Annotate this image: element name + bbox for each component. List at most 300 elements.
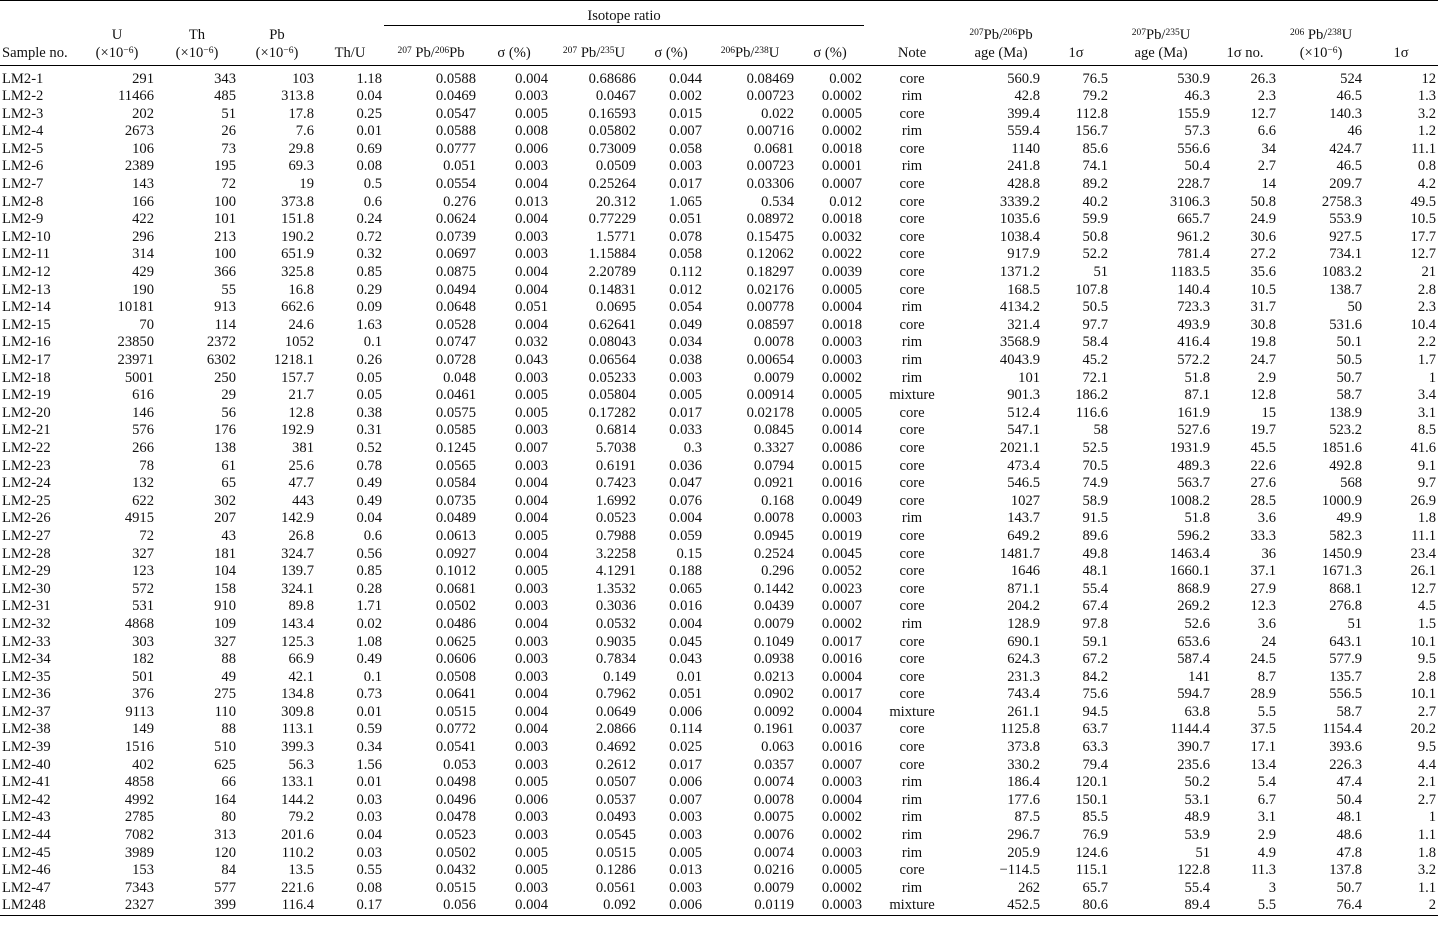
cell-note: core (899, 193, 925, 210)
table-row (0, 246, 1438, 264)
cell-value-206-238: 577.9 (1329, 651, 1363, 668)
cell-one-sigma-1: 150.1 (1075, 791, 1109, 808)
cell-one-sigma-2: 12 (1421, 70, 1437, 87)
cell-sigma-3: 0.0017 (821, 686, 863, 703)
cell-sigma-3: 0.0005 (821, 105, 863, 122)
cell-ratio-207-235: 0.25264 (588, 176, 637, 193)
cell-value-206-238: 1000.9 (1321, 492, 1363, 509)
cell-sample: LM2-19 (2, 387, 51, 404)
cell-age-207-206: 1038.4 (999, 228, 1041, 245)
cell-sigma-2: 0.058 (669, 246, 703, 263)
cell-ratio-206-238: 0.15475 (746, 228, 795, 245)
cell-value-206-238: 209.7 (1329, 176, 1363, 193)
cell-one-sigma-2: 9.5 (1417, 739, 1437, 756)
cell-one-sigma-2: 41.6 (1410, 439, 1437, 456)
cell-sample: LM2-15 (2, 316, 51, 333)
cell-sigma-1: 0.005 (515, 404, 549, 421)
cell-u: 146 (132, 404, 154, 421)
cell-one-sigma-no: 19.7 (1250, 422, 1277, 439)
cell-age-207-206: 901.3 (1007, 387, 1041, 404)
cell-age-207-235: 1463.4 (1169, 545, 1211, 562)
cell-ratio-207-235: 0.0507 (595, 774, 637, 791)
cell-thu: 0.55 (356, 862, 383, 879)
cell-sigma-3: 0.0004 (821, 791, 863, 808)
cell-th: 120 (214, 844, 236, 861)
cell-one-sigma-2: 1.3 (1417, 88, 1437, 105)
cell-note: rim (901, 510, 923, 527)
cell-pb: 13.5 (288, 862, 314, 879)
cell-one-sigma-1: 63.7 (1082, 721, 1109, 738)
cell-note: mixture (889, 897, 935, 914)
cell-one-sigma-no: 24 (1261, 633, 1277, 650)
cell-age-207-235: 572.2 (1177, 352, 1211, 368)
cell-sample: LM2-30 (2, 580, 51, 597)
table-row (0, 686, 1438, 704)
cell-sigma-2: 0.078 (669, 228, 703, 245)
cell-sigma-1: 0.003 (515, 158, 549, 175)
cell-age-207-235: 587.4 (1177, 651, 1211, 668)
cell-u: 4915 (124, 510, 154, 527)
cell-note: core (899, 105, 925, 122)
table-row (0, 176, 1438, 194)
cell-u: 149 (132, 721, 154, 738)
cell-one-sigma-1: 40.2 (1082, 193, 1109, 210)
cell-one-sigma-2: 9.1 (1417, 457, 1437, 474)
cell-th: 88 (221, 651, 236, 668)
cell-sample: LM2-24 (2, 475, 51, 492)
cell-value-206-238: 46.5 (1336, 88, 1363, 105)
cell-pb: 12.8 (288, 404, 314, 421)
cell-u: 1516 (124, 739, 154, 756)
cell-ratio-207-206: 0.0494 (435, 281, 477, 298)
cell-u: 9113 (125, 703, 154, 720)
table-row (0, 634, 1438, 652)
cell-one-sigma-1: 85.5 (1082, 809, 1109, 826)
cell-ratio-206-238: 0.08469 (746, 70, 795, 87)
cell-pb: 79.2 (288, 809, 314, 826)
cell-sigma-1: 0.003 (515, 827, 549, 844)
cell-ratio-206-238: 0.1442 (753, 580, 795, 597)
cell-sigma-3: 0.0002 (821, 123, 863, 140)
table-row (0, 264, 1438, 282)
cell-sigma-3: 0.0001 (821, 158, 863, 175)
cell-ratio-207-206: 0.0777 (435, 140, 477, 157)
cell-ratio-207-235: 4.1291 (595, 563, 637, 580)
cell-ratio-207-235: 0.4692 (595, 739, 637, 756)
col-note: Note (897, 44, 927, 61)
cell-value-206-238: 568 (1340, 475, 1363, 492)
table-row (0, 123, 1438, 141)
cell-sigma-1: 0.003 (515, 739, 549, 756)
cell-age-207-206: 42.8 (1014, 88, 1041, 105)
cell-th: 343 (214, 70, 236, 87)
cell-sample: LM2-36 (2, 686, 51, 703)
table-row (0, 334, 1438, 352)
cell-ratio-207-206: 0.0588 (435, 123, 477, 140)
cell-sigma-3: 0.0004 (821, 668, 863, 685)
cell-th: 88 (221, 721, 236, 738)
cell-value-206-238: 138.9 (1329, 404, 1363, 421)
cell-one-sigma-2: 3.1 (1417, 404, 1437, 421)
cell-thu: 0.04 (356, 88, 383, 105)
cell-note: core (899, 756, 925, 773)
cell-sigma-3: 0.0003 (821, 774, 863, 791)
cell-age-207-206: 452.5 (1007, 897, 1041, 914)
cell-u: 182 (132, 651, 154, 668)
cell-ratio-207-235: 0.0467 (595, 88, 637, 105)
cell-ratio-207-206: 0.0641 (435, 686, 477, 703)
cell-one-sigma-2: 1.1 (1417, 827, 1437, 844)
cell-sigma-2: 0.044 (669, 70, 703, 87)
cell-age-207-235: 87.1 (1184, 387, 1211, 404)
cell-note: rim (901, 123, 923, 140)
cell-one-sigma-2: 1.7 (1417, 352, 1437, 368)
cell-value-206-238: 553.9 (1329, 211, 1363, 228)
cell-sigma-3: 0.0005 (821, 404, 863, 421)
col-u: U $(\times 10^{-6})$ (95, 26, 139, 61)
cell-age-207-235: 530.9 (1177, 70, 1211, 87)
cell-sigma-2: 0.051 (669, 686, 703, 703)
cell-ratio-207-206: 0.0735 (435, 492, 477, 509)
cell-value-206-238: 47.8 (1336, 844, 1363, 861)
cell-age-207-235: 723.3 (1177, 299, 1211, 316)
cell-ratio-206-238: 0.0075 (753, 809, 795, 826)
cell-age-207-235: 161.9 (1177, 404, 1211, 421)
cell-age-207-206: 231.3 (1007, 668, 1041, 685)
cell-th: 104 (214, 563, 236, 580)
cell-one-sigma-no: 24.5 (1250, 651, 1277, 668)
cell-age-207-206: 261.1 (1007, 703, 1041, 720)
cell-th: 51 (221, 105, 236, 122)
cell-one-sigma-no: 45.5 (1250, 439, 1277, 456)
cell-value-206-238: 524 (1340, 70, 1363, 87)
cell-thu: 0.73 (356, 686, 383, 703)
cell-sigma-1: 0.004 (515, 281, 549, 298)
cell-ratio-207-235: 0.17282 (588, 404, 637, 421)
cell-one-sigma-1: 120.1 (1075, 774, 1109, 791)
cell-age-207-206: 743.4 (1007, 686, 1041, 703)
cell-sigma-2: 0.112 (669, 264, 703, 281)
cell-one-sigma-no: 34 (1261, 140, 1277, 157)
cell-one-sigma-no: 12.3 (1250, 598, 1277, 615)
cell-value-206-238: 76.4 (1336, 897, 1363, 914)
cell-sigma-3: 0.0003 (821, 844, 863, 861)
cell-age-207-206: 262 (1018, 879, 1041, 896)
cell-th: 195 (214, 158, 236, 175)
cell-sigma-1: 0.051 (515, 299, 549, 316)
cell-sigma-3: 0.0019 (821, 527, 863, 544)
cell-one-sigma-no: 36 (1261, 545, 1277, 562)
cell-ratio-207-235: 0.1286 (595, 862, 637, 879)
table-row (0, 211, 1438, 229)
cell-sigma-3: 0.0023 (821, 580, 863, 597)
cell-sample: LM2-33 (2, 633, 51, 650)
cell-sigma-1: 0.003 (515, 246, 549, 263)
cell-thu: 0.08 (356, 158, 383, 175)
cell-one-sigma-2: 10.1 (1410, 633, 1437, 650)
cell-u: 303 (132, 633, 154, 650)
cell-ratio-207-235: 0.05802 (588, 123, 637, 140)
col-sigma-3: σ (%) (813, 44, 847, 61)
cell-th: 275 (214, 686, 236, 703)
table-row (0, 317, 1438, 335)
cell-age-207-206: 204.2 (1007, 598, 1041, 615)
cell-pb: 201.6 (281, 827, 314, 844)
cell-age-207-235: 141 (1188, 668, 1211, 685)
cell-one-sigma-2: 2.7 (1417, 791, 1437, 808)
cell-pb: 651.9 (281, 246, 314, 263)
cell-sigma-2: 0.002 (669, 88, 703, 105)
cell-ratio-207-206: 0.1245 (435, 439, 477, 456)
cell-note: core (899, 686, 925, 703)
cell-age-207-206: 177.6 (1007, 791, 1041, 808)
cell-one-sigma-1: 74.9 (1082, 475, 1109, 492)
cell-sigma-1: 0.003 (515, 457, 549, 474)
cell-one-sigma-1: 84.2 (1082, 668, 1109, 685)
cell-age-207-235: 868.9 (1177, 580, 1211, 597)
cell-thu: 1.56 (356, 756, 383, 773)
cell-value-206-238: 49.9 (1336, 510, 1363, 527)
cell-ratio-207-206: 0.0498 (435, 774, 477, 791)
cell-one-sigma-1: 80.6 (1082, 897, 1109, 914)
cell-ratio-206-238: 0.0078 (753, 791, 795, 808)
table-row (0, 458, 1438, 476)
cell-age-207-206: 3339.2 (999, 193, 1041, 210)
table-row (0, 880, 1438, 898)
cell-value-206-238: 50 (1347, 299, 1363, 316)
cell-ratio-207-235: 0.7988 (595, 527, 637, 544)
cell-one-sigma-no: 31.7 (1250, 299, 1277, 316)
cell-thu: 0.28 (356, 580, 383, 597)
cell-u: 190 (132, 281, 154, 298)
table-row (0, 845, 1438, 863)
cell-value-206-238: 48.1 (1336, 809, 1363, 826)
cell-sample: LM2-29 (2, 563, 51, 580)
cell-ratio-207-206: 0.1012 (435, 563, 477, 580)
cell-age-207-206: 547.1 (1007, 422, 1041, 439)
cell-ratio-207-206: 0.0575 (435, 404, 477, 421)
cell-pb: 192.9 (281, 422, 314, 439)
cell-one-sigma-1: 75.6 (1082, 686, 1109, 703)
cell-sample: LM2-12 (2, 264, 51, 281)
cell-sigma-1: 0.032 (515, 334, 549, 351)
table-row (0, 475, 1438, 493)
cell-th: 313 (214, 827, 236, 844)
cell-sample: LM2-39 (2, 739, 51, 756)
cell-one-sigma-1: 51 (1093, 264, 1109, 281)
cell-ratio-206-238: 0.1049 (753, 633, 795, 650)
cell-ratio-206-238: 0.02176 (746, 281, 795, 298)
table-row (0, 897, 1438, 915)
cell-age-207-235: 416.4 (1177, 334, 1211, 351)
cell-pb: 324.1 (281, 580, 314, 597)
cell-th: 158 (214, 580, 236, 597)
cell-ratio-207-235: 0.0537 (595, 791, 637, 808)
cell-ratio-207-235: 0.05804 (588, 387, 637, 404)
cell-value-206-238: 138.7 (1329, 281, 1363, 298)
cell-pb: 56.3 (288, 756, 314, 773)
cell-one-sigma-2: 11.1 (1411, 140, 1437, 157)
cell-age-207-206: 917.9 (1007, 246, 1041, 263)
cell-sigma-2: 0.188 (669, 563, 703, 580)
cell-pb: 21.7 (288, 387, 314, 404)
cell-note: core (899, 281, 925, 298)
cell-thu: 0.29 (356, 281, 383, 298)
cell-age-207-235: 1931.9 (1169, 439, 1211, 456)
cell-u: 402 (132, 756, 154, 773)
cell-pb: 373.8 (281, 193, 314, 210)
cell-ratio-207-235: 0.9035 (595, 633, 637, 650)
cell-th: 43 (221, 527, 236, 544)
cell-one-sigma-no: 13.4 (1250, 756, 1277, 773)
cell-ratio-207-235: 0.14831 (588, 281, 637, 298)
cell-u: 72 (139, 527, 154, 544)
cell-sample: LM2-34 (2, 651, 51, 668)
cell-sigma-2: 0.051 (669, 211, 703, 228)
cell-sigma-1: 0.043 (515, 352, 549, 368)
cell-sigma-3: 0.0007 (821, 756, 863, 773)
cell-sigma-2: 0.034 (669, 334, 703, 351)
cell-age-207-235: 51.8 (1184, 369, 1211, 386)
cell-ratio-207-206: 0.0547 (435, 105, 477, 122)
cell-th: 913 (214, 299, 236, 316)
cell-sigma-3: 0.0022 (821, 246, 863, 263)
cell-age-207-235: 50.4 (1184, 158, 1211, 175)
cell-ratio-206-238: 0.0079 (753, 615, 795, 632)
cell-sample: LM2-40 (2, 756, 51, 773)
cell-sigma-3: 0.0002 (821, 88, 863, 105)
cell-sigma-2: 0.006 (669, 774, 703, 791)
cell-thu: 0.85 (356, 563, 383, 580)
cell-sigma-3: 0.0016 (821, 475, 863, 492)
cell-ratio-207-235: 0.73009 (588, 140, 637, 157)
cell-ratio-206-238: 0.0902 (753, 686, 795, 703)
cell-one-sigma-2: 10.4 (1410, 316, 1437, 333)
cell-u: 4868 (124, 615, 154, 632)
cell-ratio-207-235: 0.0695 (595, 299, 637, 316)
cell-one-sigma-2: 1.1 (1417, 879, 1437, 896)
cell-ratio-206-238: 0.022 (761, 105, 795, 122)
cell-thu: 0.01 (356, 123, 383, 140)
cell-note: rim (901, 88, 923, 105)
col-one-sigma-no: 1σ no. (1226, 44, 1264, 61)
cell-u: 70 (139, 316, 154, 333)
cell-value-206-238: 48.6 (1336, 827, 1363, 844)
cell-th: 84 (221, 862, 236, 879)
cell-ratio-207-206: 0.0584 (435, 475, 477, 492)
cell-value-206-238: 46.5 (1336, 158, 1363, 175)
cell-age-207-206: 168.5 (1007, 281, 1041, 298)
cell-one-sigma-1: 45.2 (1082, 352, 1109, 368)
cell-age-207-235: 55.4 (1184, 879, 1211, 896)
table-row (0, 739, 1438, 757)
cell-one-sigma-1: 52.5 (1082, 439, 1109, 456)
cell-thu: 0.72 (356, 228, 383, 245)
cell-thu: 1.08 (356, 633, 383, 650)
cell-ratio-206-238: 0.00723 (746, 158, 795, 175)
cell-age-207-206: 87.5 (1014, 809, 1041, 826)
cell-one-sigma-1: 55.4 (1082, 580, 1109, 597)
cell-age-207-235: 155.9 (1177, 105, 1211, 122)
cell-ratio-206-238: 0.00723 (746, 88, 795, 105)
cell-value-206-238: 50.7 (1336, 369, 1363, 386)
cell-sigma-3: 0.0014 (821, 422, 863, 439)
cell-ratio-207-235: 1.5771 (595, 228, 637, 245)
cell-age-207-206: 4134.2 (999, 299, 1041, 316)
cell-value-206-238: 927.5 (1329, 228, 1363, 245)
cell-pb: 139.7 (281, 563, 314, 580)
cell-ratio-207-235: 0.149 (603, 668, 637, 685)
cell-note: core (899, 176, 925, 193)
cell-sample: LM2-26 (2, 510, 51, 527)
cell-sigma-2: 0.003 (669, 879, 703, 896)
cell-note: core (899, 739, 925, 756)
table-row (0, 862, 1438, 880)
cell-ratio-207-206: 0.0728 (435, 352, 477, 368)
cell-sigma-1: 0.004 (515, 475, 549, 492)
cell-sigma-2: 0.038 (669, 352, 703, 368)
cell-one-sigma-2: 8.5 (1417, 422, 1437, 439)
table-row (0, 493, 1438, 511)
cell-th: 114 (214, 316, 236, 333)
cell-one-sigma-no: 28.9 (1250, 686, 1277, 703)
cell-ratio-207-206: 0.0585 (435, 422, 477, 439)
cell-age-207-235: 489.3 (1177, 457, 1211, 474)
cell-ratio-207-206: 0.0489 (435, 510, 477, 527)
cell-one-sigma-2: 1.8 (1417, 510, 1437, 527)
cell-ratio-207-206: 0.0496 (435, 791, 477, 808)
cell-value-206-238: 46 (1347, 123, 1363, 140)
cell-sample: LM2-16 (2, 334, 51, 351)
cell-ratio-207-235: 0.6814 (595, 422, 637, 439)
cell-one-sigma-2: 10.1 (1410, 686, 1437, 703)
cell-one-sigma-no: 6.6 (1257, 123, 1277, 140)
cell-thu: 0.31 (356, 422, 383, 439)
cell-one-sigma-no: 6.7 (1257, 791, 1277, 808)
cell-one-sigma-no: 12.7 (1250, 105, 1277, 122)
cell-one-sigma-1: 48.1 (1082, 563, 1109, 580)
cell-value-206-238: 2758.3 (1321, 193, 1363, 210)
cell-one-sigma-1: 112.8 (1075, 105, 1109, 122)
cell-value-206-238: 424.7 (1329, 140, 1363, 157)
table-row (0, 229, 1438, 247)
cell-one-sigma-1: 58.9 (1082, 492, 1109, 509)
cell-one-sigma-1: 89.2 (1082, 176, 1109, 193)
col-one-sigma-1: 1σ (1068, 44, 1084, 61)
cell-u: 7343 (124, 879, 154, 896)
cell-th: 110 (214, 703, 236, 720)
cell-thu: 0.56 (356, 545, 383, 562)
table-row (0, 88, 1438, 106)
cell-one-sigma-1: 67.2 (1082, 651, 1109, 668)
cell-sigma-1: 0.004 (515, 176, 549, 193)
cell-age-207-206: 296.7 (1007, 827, 1041, 844)
cell-note: rim (901, 791, 923, 808)
cell-u: 78 (139, 457, 154, 474)
cell-ratio-206-238: 0.063 (761, 739, 795, 756)
cell-value-206-238: 1450.9 (1321, 545, 1363, 562)
cell-ratio-207-206: 0.0502 (435, 598, 477, 615)
cell-one-sigma-1: 58.4 (1082, 334, 1109, 351)
table-row (0, 651, 1438, 669)
cell-ratio-207-235: 1.15884 (588, 246, 637, 263)
cell-one-sigma-1: 97.8 (1082, 615, 1109, 632)
cell-pb: 69.3 (288, 158, 314, 175)
cell-ratio-206-238: 0.00914 (746, 387, 795, 404)
cell-sigma-2: 0.025 (669, 739, 703, 756)
cell-ratio-207-206: 0.053 (443, 756, 477, 773)
cell-ratio-207-235: 2.0866 (595, 721, 637, 738)
